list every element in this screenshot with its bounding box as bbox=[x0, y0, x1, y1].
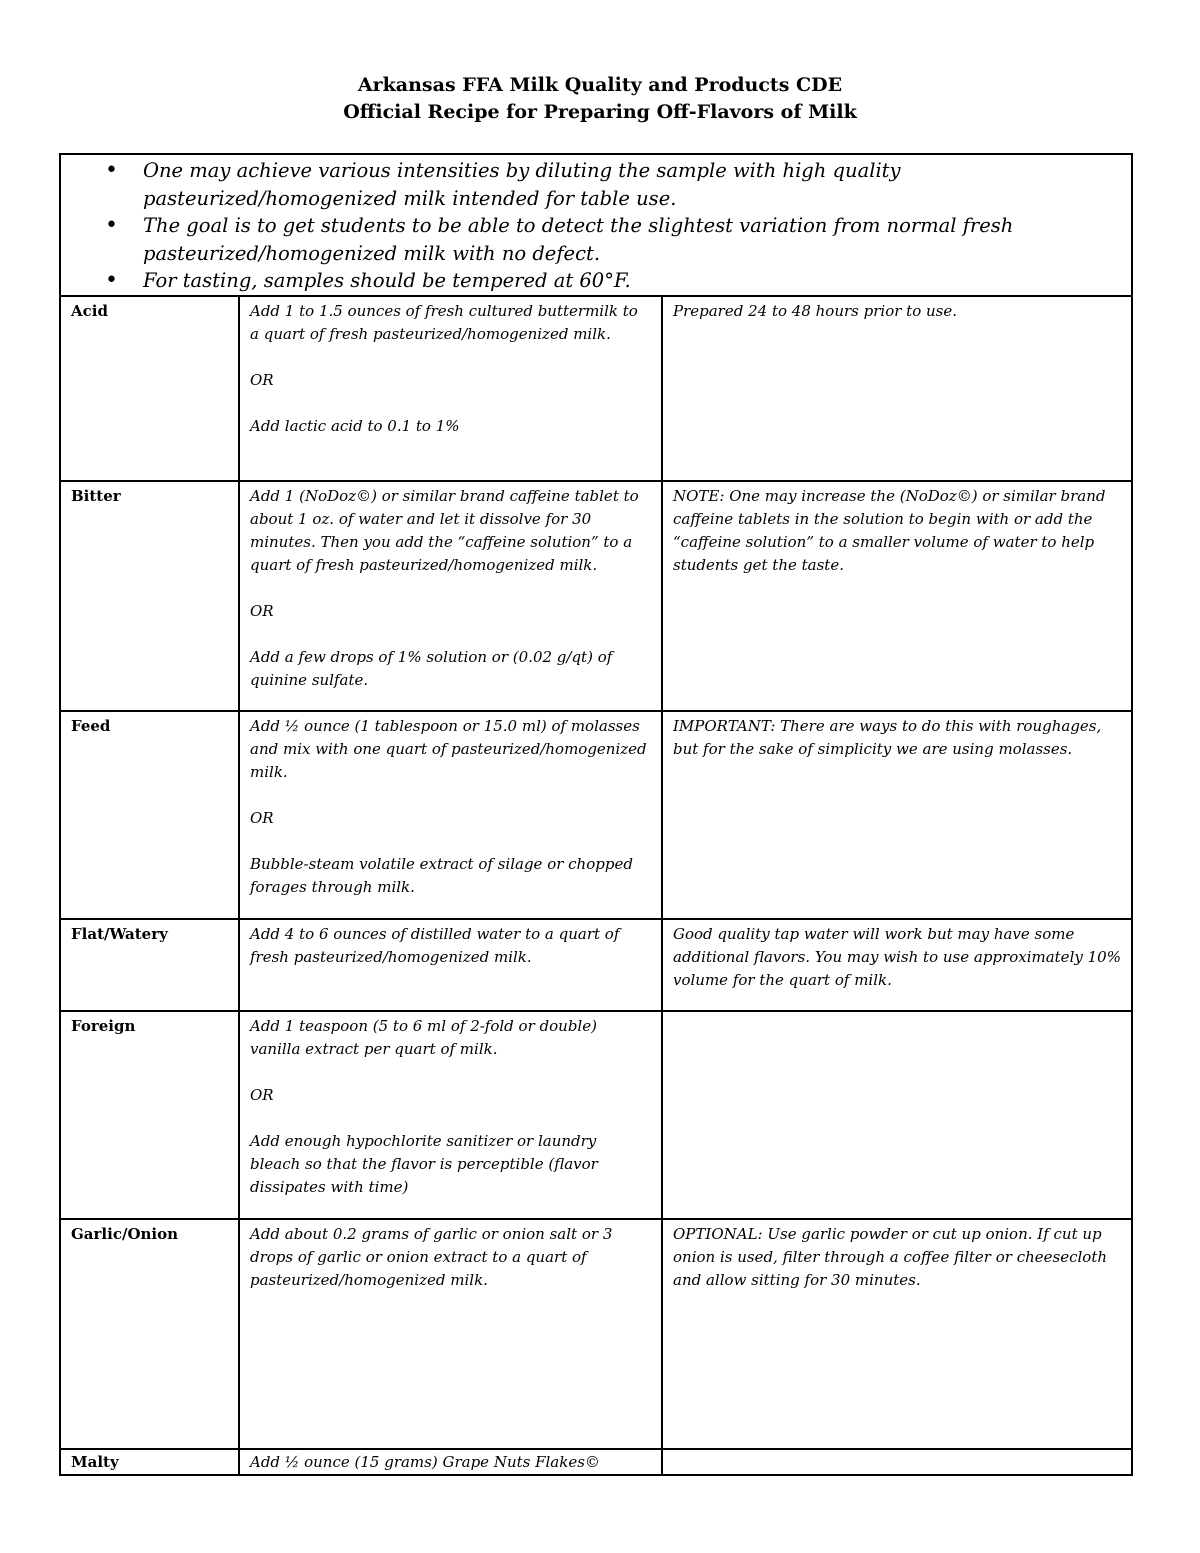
note-cell bbox=[662, 1449, 1132, 1475]
note-cell: Good quality tap water will work but may have some additional flavors. You may wish to use approximately 10% volume for the quart of milk. bbox=[662, 919, 1132, 1011]
recipe-text: Add ½ ounce (15 grams) Grape Nuts Flakes© bbox=[250, 1452, 600, 1471]
recipe-text: Add ½ ounce (1 tablespoon or 15.0 ml) of molasses and mix with one quart of pasteurized/homogenized milk. bbox=[250, 716, 647, 781]
note-cell: OPTIONAL: Use garlic powder or cut up onion. If cut up onion is used, filter through a coffee filter or cheesecloth and allow sitting for 30 minutes. bbox=[662, 1219, 1132, 1449]
title-line-1: Arkansas FFA Milk Quality and Products CDE bbox=[357, 74, 843, 96]
recipe-table bbox=[59, 153, 1133, 1476]
intro-bullet: • For tasting, samples should be tempered at 60°F. bbox=[91, 267, 1121, 295]
recipe-text: Add enough hypochlorite sanitizer or laundry bleach so that the flavor is perceptible (flavor dissipates with time) bbox=[250, 1131, 598, 1196]
note-cell: Prepared 24 to 48 hours prior to use. bbox=[662, 296, 1132, 481]
recipe-text: Add 1 (NoDoz©) or similar brand caffeine tablet to about 1 oz. of water and let it dissolve for 30 minutes. Then you add the “caffeine solution” to a quart of fresh pasteurized/homogenized milk. bbox=[250, 486, 639, 574]
note-cell: IMPORTANT: There are ways to do this with roughages, but for the sake of simplicity we are using molasses. bbox=[662, 711, 1132, 919]
recipe-text: Add a few drops of 1% solution or (0.02 g/qt) of quinine sulfate. bbox=[250, 647, 613, 689]
intro-row bbox=[60, 154, 1132, 296]
recipe-text: Add 1 teaspoon (5 to 6 ml of 2-fold or double) vanilla extract per quart of milk. bbox=[250, 1016, 597, 1058]
recipe-cell bbox=[239, 919, 662, 1011]
intro-bullet: • One may achieve various intensities by diluting the sample with high quality pasteurized/homogenized milk intended for table use. bbox=[91, 157, 1121, 212]
recipe-cell bbox=[239, 481, 662, 711]
recipe-cell bbox=[239, 1011, 662, 1219]
recipe-text: Bubble-steam volatile extract of silage or chopped forages through milk. bbox=[250, 854, 633, 896]
recipe-cell bbox=[239, 711, 662, 919]
table-row bbox=[60, 1449, 1132, 1475]
intro-bullet-list bbox=[91, 157, 1121, 295]
table-row bbox=[60, 296, 1132, 481]
flavor-name: Flat/Watery bbox=[60, 919, 239, 1011]
title-line-2: Official Recipe for Preparing Off-Flavors of Milk bbox=[343, 101, 857, 123]
recipe-cell bbox=[239, 1449, 662, 1475]
recipe-cell bbox=[239, 1219, 662, 1449]
recipe-text: Add 1 to 1.5 ounces of fresh cultured buttermilk to a quart of fresh pasteurized/homogenized milk. bbox=[250, 301, 638, 343]
or-divider: OR bbox=[250, 1085, 274, 1104]
or-divider: OR bbox=[250, 808, 274, 827]
table-row bbox=[60, 1219, 1132, 1449]
document-title bbox=[0, 72, 1200, 126]
flavor-name: Foreign bbox=[60, 1011, 239, 1219]
or-divider: OR bbox=[250, 601, 274, 620]
table-row bbox=[60, 481, 1132, 711]
table-row bbox=[60, 919, 1132, 1011]
recipe-cell bbox=[239, 296, 662, 481]
table-row bbox=[60, 1011, 1132, 1219]
table-row bbox=[60, 711, 1132, 919]
note-cell: NOTE: One may increase the (NoDoz©) or similar brand caffeine tablets in the solution to begin with or add the “caffeine solution” to a smaller volume of water to help students get the taste. bbox=[662, 481, 1132, 711]
intro-cell bbox=[60, 154, 1132, 296]
recipe-text: Add 4 to 6 ounces of distilled water to a quart of fresh pasteurized/homogenized milk. bbox=[250, 924, 620, 966]
recipe-text: Add lactic acid to 0.1 to 1% bbox=[250, 416, 460, 435]
flavor-name: Feed bbox=[60, 711, 239, 919]
flavor-name: Bitter bbox=[60, 481, 239, 711]
or-divider: OR bbox=[250, 370, 274, 389]
note-cell bbox=[662, 1011, 1132, 1219]
flavor-name: Acid bbox=[60, 296, 239, 481]
flavor-name: Malty bbox=[60, 1449, 239, 1475]
intro-bullet: • The goal is to get students to be able to detect the slightest variation from normal fresh pasteurized/homogenized milk with no defect. bbox=[91, 212, 1121, 267]
recipe-text: Add about 0.2 grams of garlic or onion salt or 3 drops of garlic or onion extract to a quart of pasteurized/homogenized milk. bbox=[250, 1224, 613, 1289]
flavor-name: Garlic/Onion bbox=[60, 1219, 239, 1449]
